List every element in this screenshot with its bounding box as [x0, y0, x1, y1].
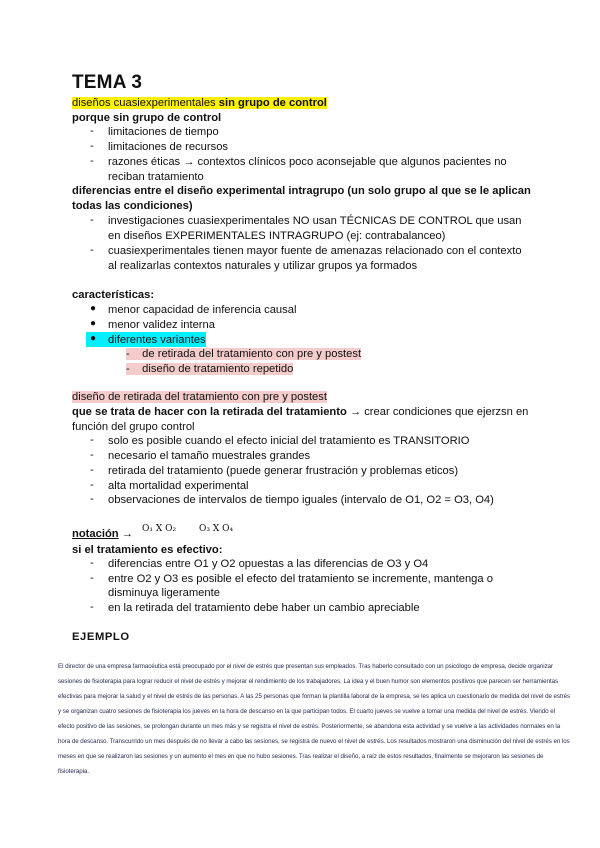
list-item: limitaciones de tiempo [108, 126, 219, 138]
bullet-marker: ● [90, 303, 97, 314]
heading-plain: diseños cuasiexperimentales [72, 97, 219, 109]
section1-title: porque sin grupo de control [72, 112, 222, 124]
section-heading [72, 96, 327, 111]
section4-heading-text: diseño de retirada del tratamiento con pre y postest [72, 391, 327, 403]
dash-marker: - [90, 155, 94, 167]
example-line: efectivas para mejorar la salud y el nivel de estrés de las personas. A las 25 personas que forman la plantilla laboral de la empresa, se les aplica un cuestionario de medida del nivel de estrés [58, 693, 571, 700]
list-item: retirada del tratamiento (puede generar frustración y problemas eticos) [108, 465, 459, 477]
bullet-marker: ● [90, 318, 97, 329]
bullet-item: menor validez interna [108, 319, 215, 331]
dash-marker: - [90, 479, 94, 491]
formula-second: O₃ X O₄ [199, 524, 234, 534]
list-item: cuasiexperimentales tienen mayor fuente de amenazas relacionado con el contexto [108, 245, 522, 257]
dash-marker: - [90, 434, 94, 446]
example-line: sesiones de fisioterapia para lograr reducir el nivel de estrés y mejorar el rendimiento de los trabajadores. La idea y el buen humor son elementos positivos que parecen ser herramientas [58, 678, 559, 685]
notation-arrow: → [121, 528, 133, 540]
dash-marker: - [90, 244, 94, 256]
example-line: efecto positivo de las sesiones, se prolongan durante un mes más y se registra el nivel de estrés. Posteriormente, se abandona esta actividad y se vuelve a las actividades normales en la [58, 723, 561, 730]
list-item: diferencias entre O1 y O2 opuestas a las diferencias de O3 y O4 [108, 558, 429, 570]
list-item: investigaciones cuasiexperimentales NO usan TÉCNICAS DE CONTROL que usan [108, 215, 522, 227]
dash-marker: - [90, 125, 94, 137]
formula-first: O₁ X O₂ [142, 524, 177, 534]
dash-marker: - [90, 557, 94, 569]
sub-item-text: de retirada del tratamiento con pre y postest [142, 348, 362, 360]
list-item: razones éticas → contextos clínicos poco aconsejable que algunos pacientes no [108, 156, 507, 168]
list-item: limitaciones de recursos [108, 141, 229, 153]
section2-title-line2: todas las condiciones) [72, 200, 193, 212]
example-line: hora de descanso. Transcurrido un mes después de no llevar a cabo las sesiones, se registra de nuevo el nivel de estrés. Los resultados mostraron una disminución del nivel de estrés en los [58, 738, 570, 745]
dash-marker: - [90, 601, 94, 613]
list-item-continuation: al realizarlas contextos naturales y utilizar grupos ya formados [108, 260, 418, 272]
section3-title: características: [72, 289, 155, 301]
list-item-continuation: reciban tratamiento [108, 171, 204, 183]
sub-item-text: diseño de tratamiento repetido [142, 363, 294, 375]
page-title: TEMA 3 [72, 72, 143, 93]
section4-intro-rest: → crear condiciones que ejerzsn en [346, 406, 529, 418]
section2-title-line1: diferencias entre el diseño experimental intragrupo (un solo grupo al que se le aplican [72, 185, 531, 197]
list-item-continuation: disminuya ligeramente [108, 587, 220, 599]
section4-intro-bold: que se trata de hacer con la retirada del tratamiento [72, 406, 347, 418]
section4-intro [72, 405, 528, 420]
example-line: fisioterapia. [58, 768, 89, 775]
list-item: entre O2 y O3 es posible el efecto del tratamiento se incremente, mantenga o [108, 573, 493, 585]
notation-label: notación [72, 528, 119, 540]
list-item: en la retirada del tratamiento debe haber un cambio apreciable [108, 602, 420, 614]
list-item: solo es posible cuando el efecto inicial del tratamiento es TRANSITORIO [108, 435, 470, 447]
list-item: observaciones de intervalos de tiempo iguales (intervalo de O1, O2 = O3, O4) [108, 494, 494, 506]
example-line: meses en que se realizaron las sesiones y un aumento el mes en que no hubo sesiones. Tras realizar el diseño, a raíz de estos resultados, finalmente se mejoraron las sesiones de [58, 753, 544, 760]
dash-marker: - [90, 464, 94, 476]
sub-item: - diseño de tratamiento repetido [126, 363, 294, 375]
section5-title: si el tratamiento es efectivo: [72, 544, 223, 556]
example-title: EJEMPLO [72, 631, 130, 643]
bullet-marker: ● [90, 333, 97, 344]
sub-item: - de retirada del tratamiento con pre y postest [126, 348, 362, 360]
example-line: El director de una empresa farmacéutica está preocupado por el nivel de estrés que presentan sus empleados. Tras haberlo consultado con un psicólogo de empresa, decide organizar [58, 663, 554, 670]
bullet-item: diferentes variantes [108, 334, 206, 346]
dash-marker: - [90, 493, 94, 505]
heading-bold: sin grupo de control [218, 97, 327, 109]
list-item: alta mortalidad experimental [108, 480, 249, 492]
list-item-continuation: en diseños EXPERIMENTALES INTRAGRUPO (ej: contrabalanceo) [108, 230, 446, 242]
section4-intro-line2: función del grupo control [72, 421, 195, 433]
dash-marker: - [90, 214, 94, 226]
section4-heading [72, 390, 327, 405]
dash-marker: - [90, 572, 94, 584]
list-item: necesario el tamaño muestrales grandes [108, 450, 311, 462]
dash-marker: - [90, 449, 94, 461]
bullet-item: menor capacidad de inferencia causal [108, 304, 297, 316]
notation-row [72, 527, 133, 542]
dash-marker: - [90, 140, 94, 152]
example-line: y se organizan cuatro sesiones de fisioterapia los jueves en la hora de descanso en la que participan todos. El cuarto jueves se vuelve a tomar una medida del nivel de estrés. Viendo el [58, 708, 555, 715]
